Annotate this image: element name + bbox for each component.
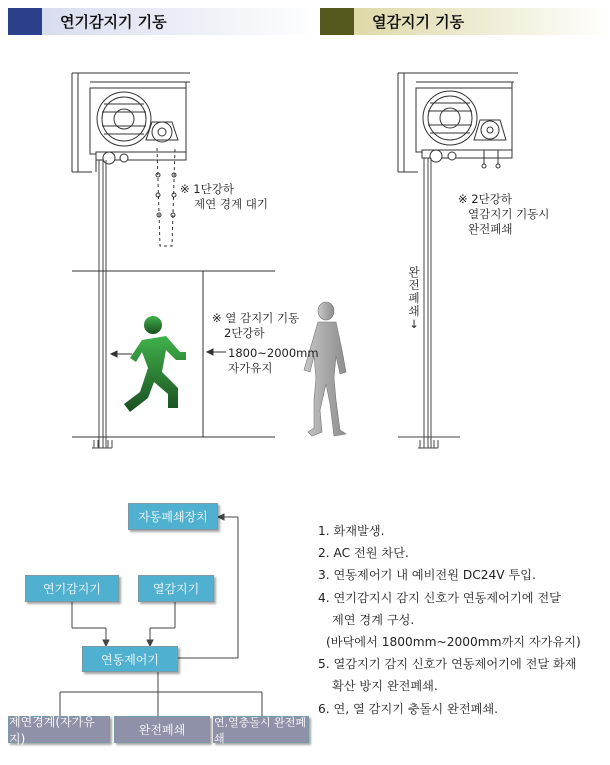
drop-chain: [156, 148, 176, 246]
header-smoke-title: 연기감지기 기동: [60, 13, 167, 31]
note-stage2: [212, 311, 299, 341]
step-item-cont: 제연 경계 구성.: [332, 612, 415, 627]
flow-output-smoke-boundary: 제연경계(자가유지): [8, 716, 110, 743]
note-line: 자가유지: [228, 361, 273, 375]
step-item: 5. 열감지기 감지 신호가 연동제어기에 전달 화재: [318, 657, 577, 672]
flow-output-full-close: 완전폐쇄: [114, 716, 210, 743]
note-line: 완전폐쇄: [468, 222, 513, 236]
note-line: 2단강하: [224, 326, 265, 340]
left-shutter-curtain: [92, 160, 112, 448]
flow-output-conflict-close: 연,열충돌시 완전폐쇄: [213, 716, 309, 743]
steps-list: [318, 520, 581, 720]
exit-running-figure: [124, 316, 186, 412]
step-item: 3. 연동제어기 내 예비전원 DC24V 투입.: [318, 568, 536, 583]
note-line: ※ 2단강하: [458, 192, 512, 206]
note-height: [228, 346, 319, 376]
step-item: 1. 화재발생.: [318, 524, 385, 538]
note-line: 제연 경계 대기: [194, 197, 268, 211]
height-arrow: [207, 349, 226, 355]
escape-arrow: [111, 351, 132, 357]
note-line: ※ 1단강하: [180, 182, 234, 196]
flow-auto-closer: 자동폐쇄장치: [128, 503, 218, 530]
step-item: 2. AC 전원 차단.: [318, 546, 409, 561]
right-shutter-mechanism: [398, 73, 518, 172]
note-line: 1800~2000mm: [228, 346, 319, 360]
flow-controller: 연동제어기: [82, 646, 178, 672]
note-line: 열감지기 기동시: [468, 207, 550, 221]
step-item-cont: 확산 방지 완전폐쇄.: [332, 679, 438, 694]
note-line: ※ 열 감지기 기동: [212, 311, 300, 325]
left-shutter-mechanism: [72, 73, 190, 172]
step-item: 4. 연기감지시 감지 신호가 연동제어기에 전달: [318, 590, 561, 605]
flow-connectors: [60, 514, 262, 716]
flow-heat-detector: 열감지기: [138, 575, 214, 602]
flow-smoke-detector: 연기감지기: [25, 575, 119, 602]
step-item: 6. 연, 열 감지기 충돌시 완전폐쇄.: [318, 701, 499, 716]
header-heat-title: 열감지기 기동: [372, 13, 465, 31]
note-vertical-full-close: 완전폐쇄↓: [408, 265, 420, 331]
step-item-cont: (바닥에서 1800mm~2000mm까지 자가유지): [326, 635, 581, 650]
note-heat: [458, 192, 549, 237]
note-stage1: [180, 182, 268, 212]
